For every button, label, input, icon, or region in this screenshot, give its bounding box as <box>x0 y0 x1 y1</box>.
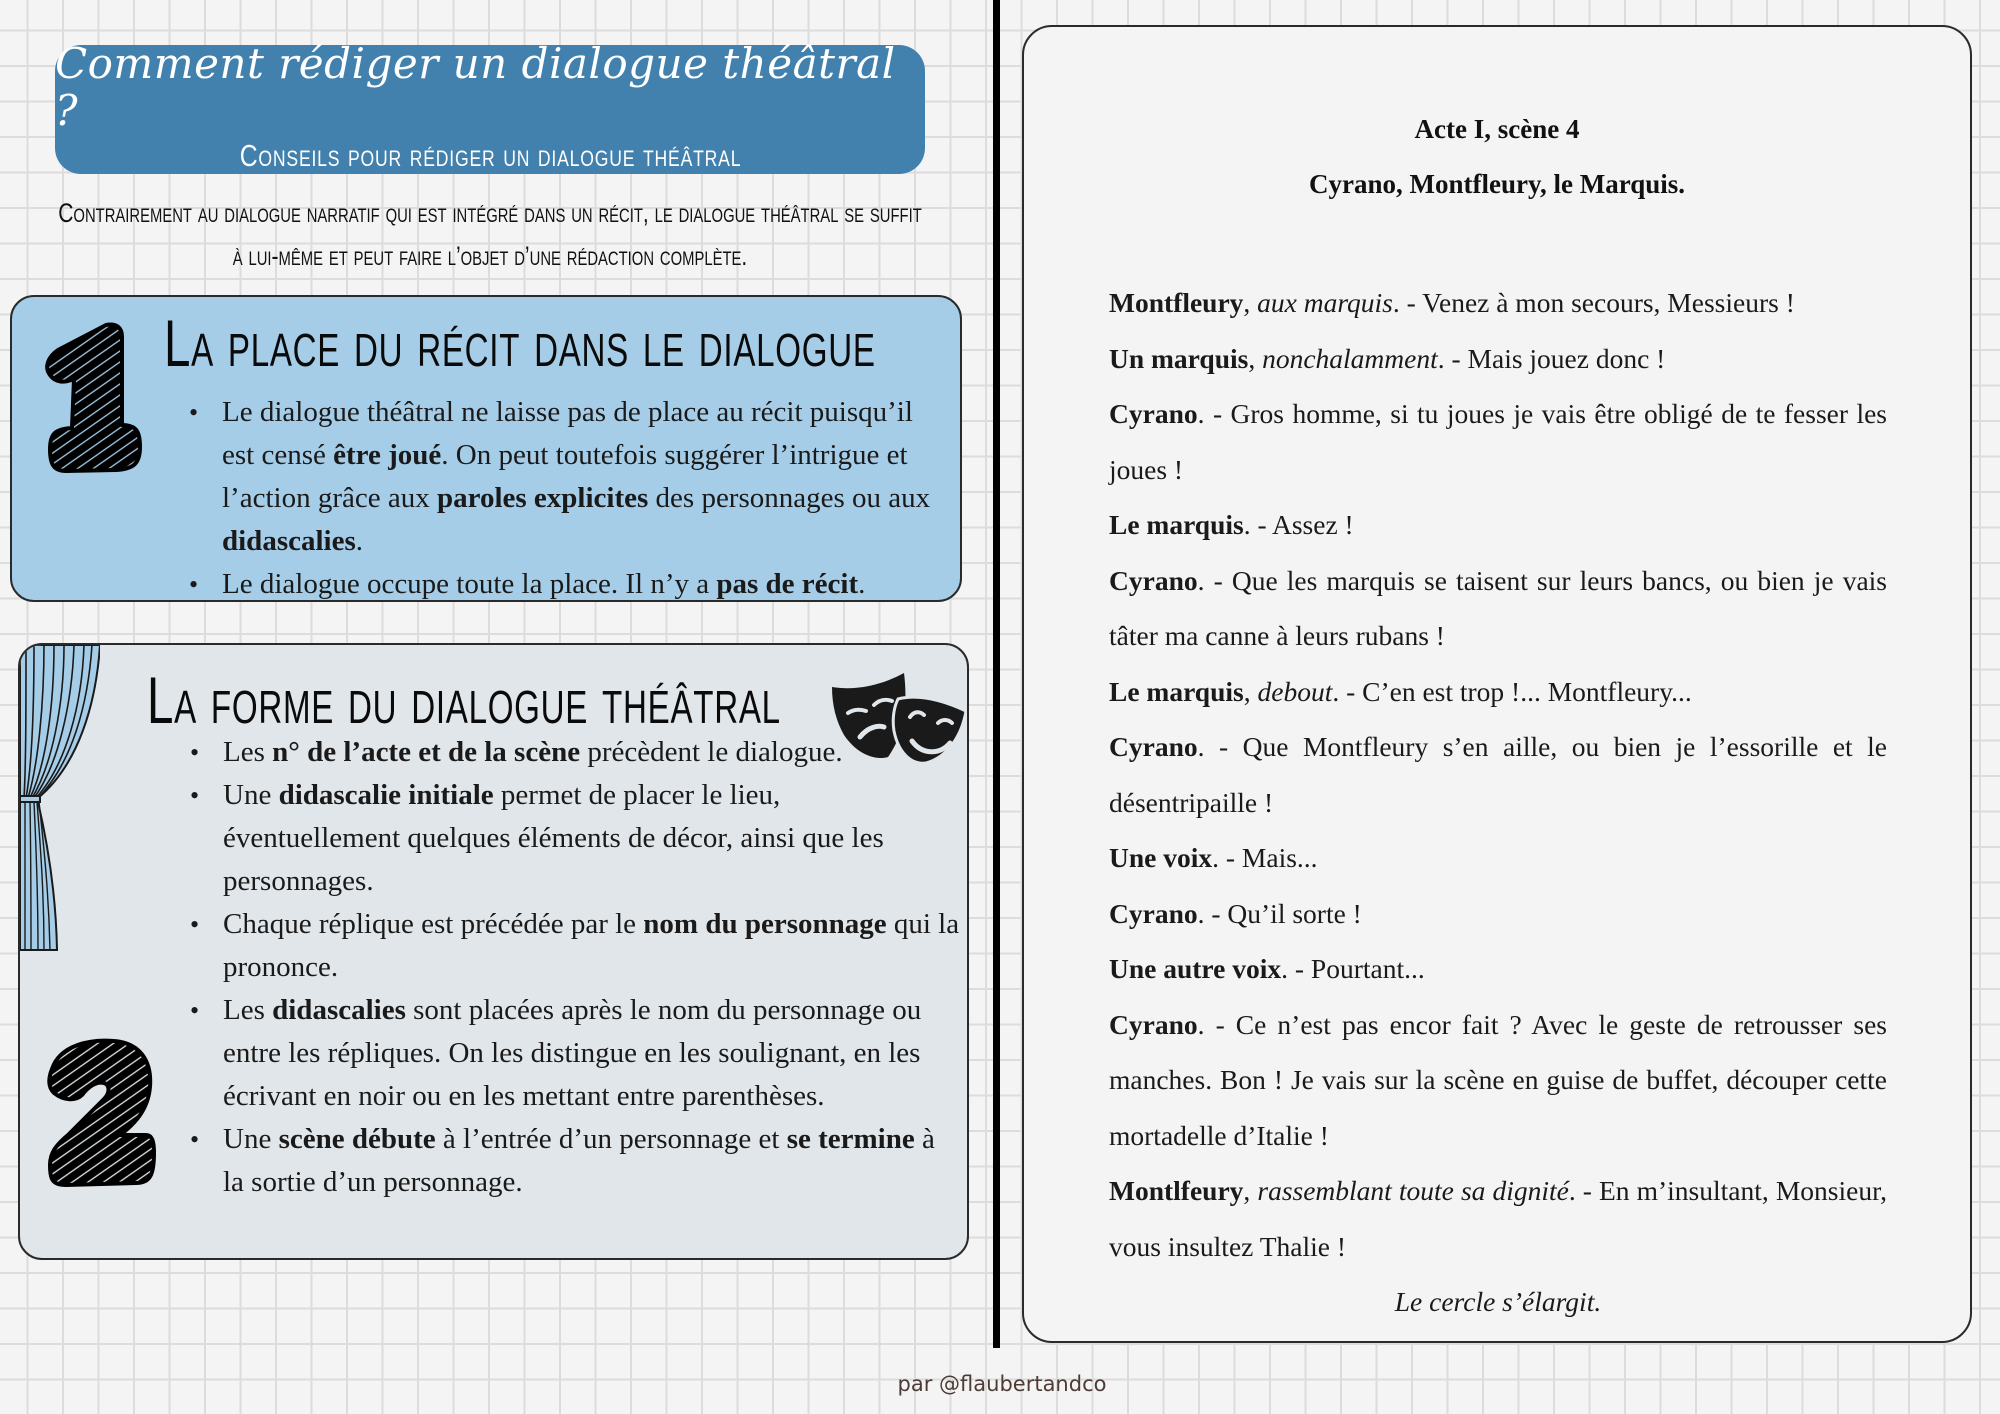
page-title: Comment rédiger un dialogue théâtral ? <box>55 39 896 135</box>
line-text: . - Venez à mon secours, Messieurs ! <box>1392 287 1795 318</box>
number-one-icon <box>36 317 156 477</box>
dialogue-line <box>1109 886 1887 942</box>
line-text: . - Gros homme, si tu joues je vais être obligé de te fesser les joues ! <box>1109 398 1887 485</box>
bullet-text: à la sortie d’un personnage. <box>223 1123 935 1198</box>
bold-keyword: didascalies <box>272 994 406 1026</box>
stage-direction: aux marquis <box>1257 287 1393 318</box>
intro-line-1: Contrairement au dialogue narratif qui est intégré dans un récit, le dialogue théâtral se suffit <box>58 198 922 228</box>
speaker-name: Cyrano <box>1109 564 1198 596</box>
line-text: . - Mais... <box>1212 842 1318 873</box>
bullet-item <box>223 903 963 989</box>
dialogue-line <box>1109 553 1887 664</box>
closing-stage-direction: Le cercle s’élargit. <box>1394 1286 1602 1317</box>
speaker-name: Une voix <box>1109 842 1213 873</box>
bullet-text: Une <box>223 1123 279 1155</box>
line-text: . - Mais jouez donc ! <box>1437 342 1666 374</box>
section-1-panel <box>10 295 962 602</box>
speaker-name: Un marquis <box>1109 342 1249 374</box>
dialogue-line <box>1109 386 1887 497</box>
stage-direction: rassemblant toute sa dignité <box>1257 1175 1569 1206</box>
bullet-text: Les <box>223 994 273 1026</box>
dialogue-line <box>1109 941 1887 997</box>
number-two-icon <box>40 1035 160 1195</box>
speaker-name: Cyrano <box>1109 1008 1198 1040</box>
speaker-name: Montfleury <box>1109 287 1244 318</box>
bullet-text: sont placées après le nom du personnage ou entre les répliques. On les distingue en les soulignant, en les écrivant en noir ou en les mettant entre parenthèses. <box>223 994 922 1112</box>
section-2-heading: La forme du dialogue théâtral <box>147 663 781 737</box>
bullet-text: . <box>355 525 363 557</box>
bullet-text: permet de placer le lieu, éventuellement quelques éléments de décor, ainsi que les personnages. <box>223 779 884 897</box>
scene-characters: Cyrano, Montfleury, le Marquis. <box>1309 169 1685 199</box>
bullet-text: à l’entrée d’un personnage et <box>435 1123 787 1155</box>
bullet-item <box>223 774 963 903</box>
dialogue-line: Montfleury, aux marquis. - Venez à mon secours, Messieurs ! <box>1109 287 1795 318</box>
bullet-text: des personnages ou aux <box>648 482 931 514</box>
stage-direction: debout <box>1257 675 1333 707</box>
speaker-name: Le marquis <box>1109 509 1244 540</box>
dialogue-line <box>1109 997 1887 1164</box>
vertical-divider <box>993 0 1000 1348</box>
bullet-text: qui la prononce. <box>223 908 960 983</box>
bullet-item <box>222 563 942 606</box>
act-scene-heading: Acte I, scène 4 <box>1414 114 1580 144</box>
page-subtitle: Conseils pour rédiger un dialogue théâtral <box>239 137 741 173</box>
line-text: . - Pourtant... <box>1281 953 1425 984</box>
line-text: . - Que Montfleury s’en aille, ou bien je l’essorille et le désentripaille ! <box>1109 731 1887 818</box>
bullet-text: Le dialogue occupe toute la place. Il n’y a <box>222 568 717 600</box>
bullet-item <box>223 731 963 774</box>
curtain-icon <box>20 645 100 955</box>
bold-keyword: se termine <box>786 1123 915 1155</box>
bullet-text: précèdent le dialogue. <box>580 736 843 768</box>
speaker-name: Montlfeury <box>1109 1175 1244 1206</box>
intro-line-2: à lui-même et peut faire l’objet d’une rédaction complète. <box>232 241 748 271</box>
bold-keyword: paroles explicites <box>436 482 649 514</box>
dialogue-line: Le marquis, debout. - C’en est trop !... Montfleury... <box>1109 675 1692 707</box>
line-text: . - Qu’il sorte ! <box>1197 897 1362 929</box>
bullet-item <box>223 1118 963 1204</box>
bullet-text: . On peut toutefois suggérer l’intrigue et l’action grâce aux <box>222 439 908 514</box>
speaker-name: Une autre voix <box>1109 953 1282 984</box>
speaker-name: Le marquis <box>1109 675 1244 707</box>
bullet-text: Le dialogue théâtral ne laisse pas de place au récit puisqu’il est censé <box>222 396 913 471</box>
bold-keyword: nom du personnage <box>643 908 887 940</box>
bold-keyword: n° de l’acte et de la scène <box>272 736 581 768</box>
dialogue-line <box>1109 497 1887 553</box>
dialogue-line: Un marquis, nonchalamment. - Mais jouez donc ! <box>1109 342 1666 374</box>
section-2-panel <box>18 643 969 1260</box>
bullet-text: Une <box>223 779 279 811</box>
section-1-bullets <box>222 391 942 606</box>
script-example-panel <box>1022 25 1972 1343</box>
dialogue-line <box>1109 830 1887 886</box>
bullet-text: Les <box>223 736 273 768</box>
author-credit: par @flaubertandco <box>897 1372 1107 1396</box>
bold-keyword: didascalie initiale <box>278 779 494 811</box>
line-text: . - Assez ! <box>1243 509 1354 540</box>
bold-keyword: pas de récit <box>716 568 859 600</box>
bullet-text: . <box>858 568 866 600</box>
section-2-bullets <box>223 731 963 1204</box>
bold-keyword: scène débute <box>278 1123 436 1155</box>
bullet-item <box>223 989 963 1118</box>
stage-direction: nonchalamment <box>1262 342 1438 374</box>
bullet-item <box>222 391 942 563</box>
header-banner <box>55 39 925 174</box>
speaker-name: Cyrano <box>1109 398 1198 429</box>
dialogue-line <box>1109 719 1887 830</box>
line-text: . - En m’insultant, Monsieur, vous insultez Thalie ! <box>1109 1175 1888 1262</box>
dialogue-line: Montlfeury, rassemblant toute sa dignité. - En m’insultant, Monsieur, vous insultez Thalie ! <box>1109 1175 1888 1262</box>
speaker-name: Cyrano <box>1109 897 1198 929</box>
speaker-name: Cyrano <box>1109 731 1198 762</box>
section-1-heading: La place du récit dans le dialogue <box>164 306 876 380</box>
line-text: . - Que les marquis se taisent sur leurs bancs, ou bien je vais tâter ma canne à leurs rubans ! <box>1109 564 1887 651</box>
bullet-text: Chaque réplique est précédée par le <box>223 908 644 940</box>
bold-keyword: didascalies <box>222 525 356 557</box>
line-text: . - Ce n’est pas encor fait ? Avec le geste de retrousser ses manches. Bon ! Je vais sur la scène en guise de buffet, découper cette mortadelle d’Italie ! <box>1109 1008 1887 1151</box>
dialogue-lines <box>1109 275 1887 1330</box>
line-text: . - C’en est trop !... Montfleury... <box>1332 675 1692 707</box>
bold-keyword: être joué <box>333 439 442 471</box>
intro-text <box>58 192 922 278</box>
